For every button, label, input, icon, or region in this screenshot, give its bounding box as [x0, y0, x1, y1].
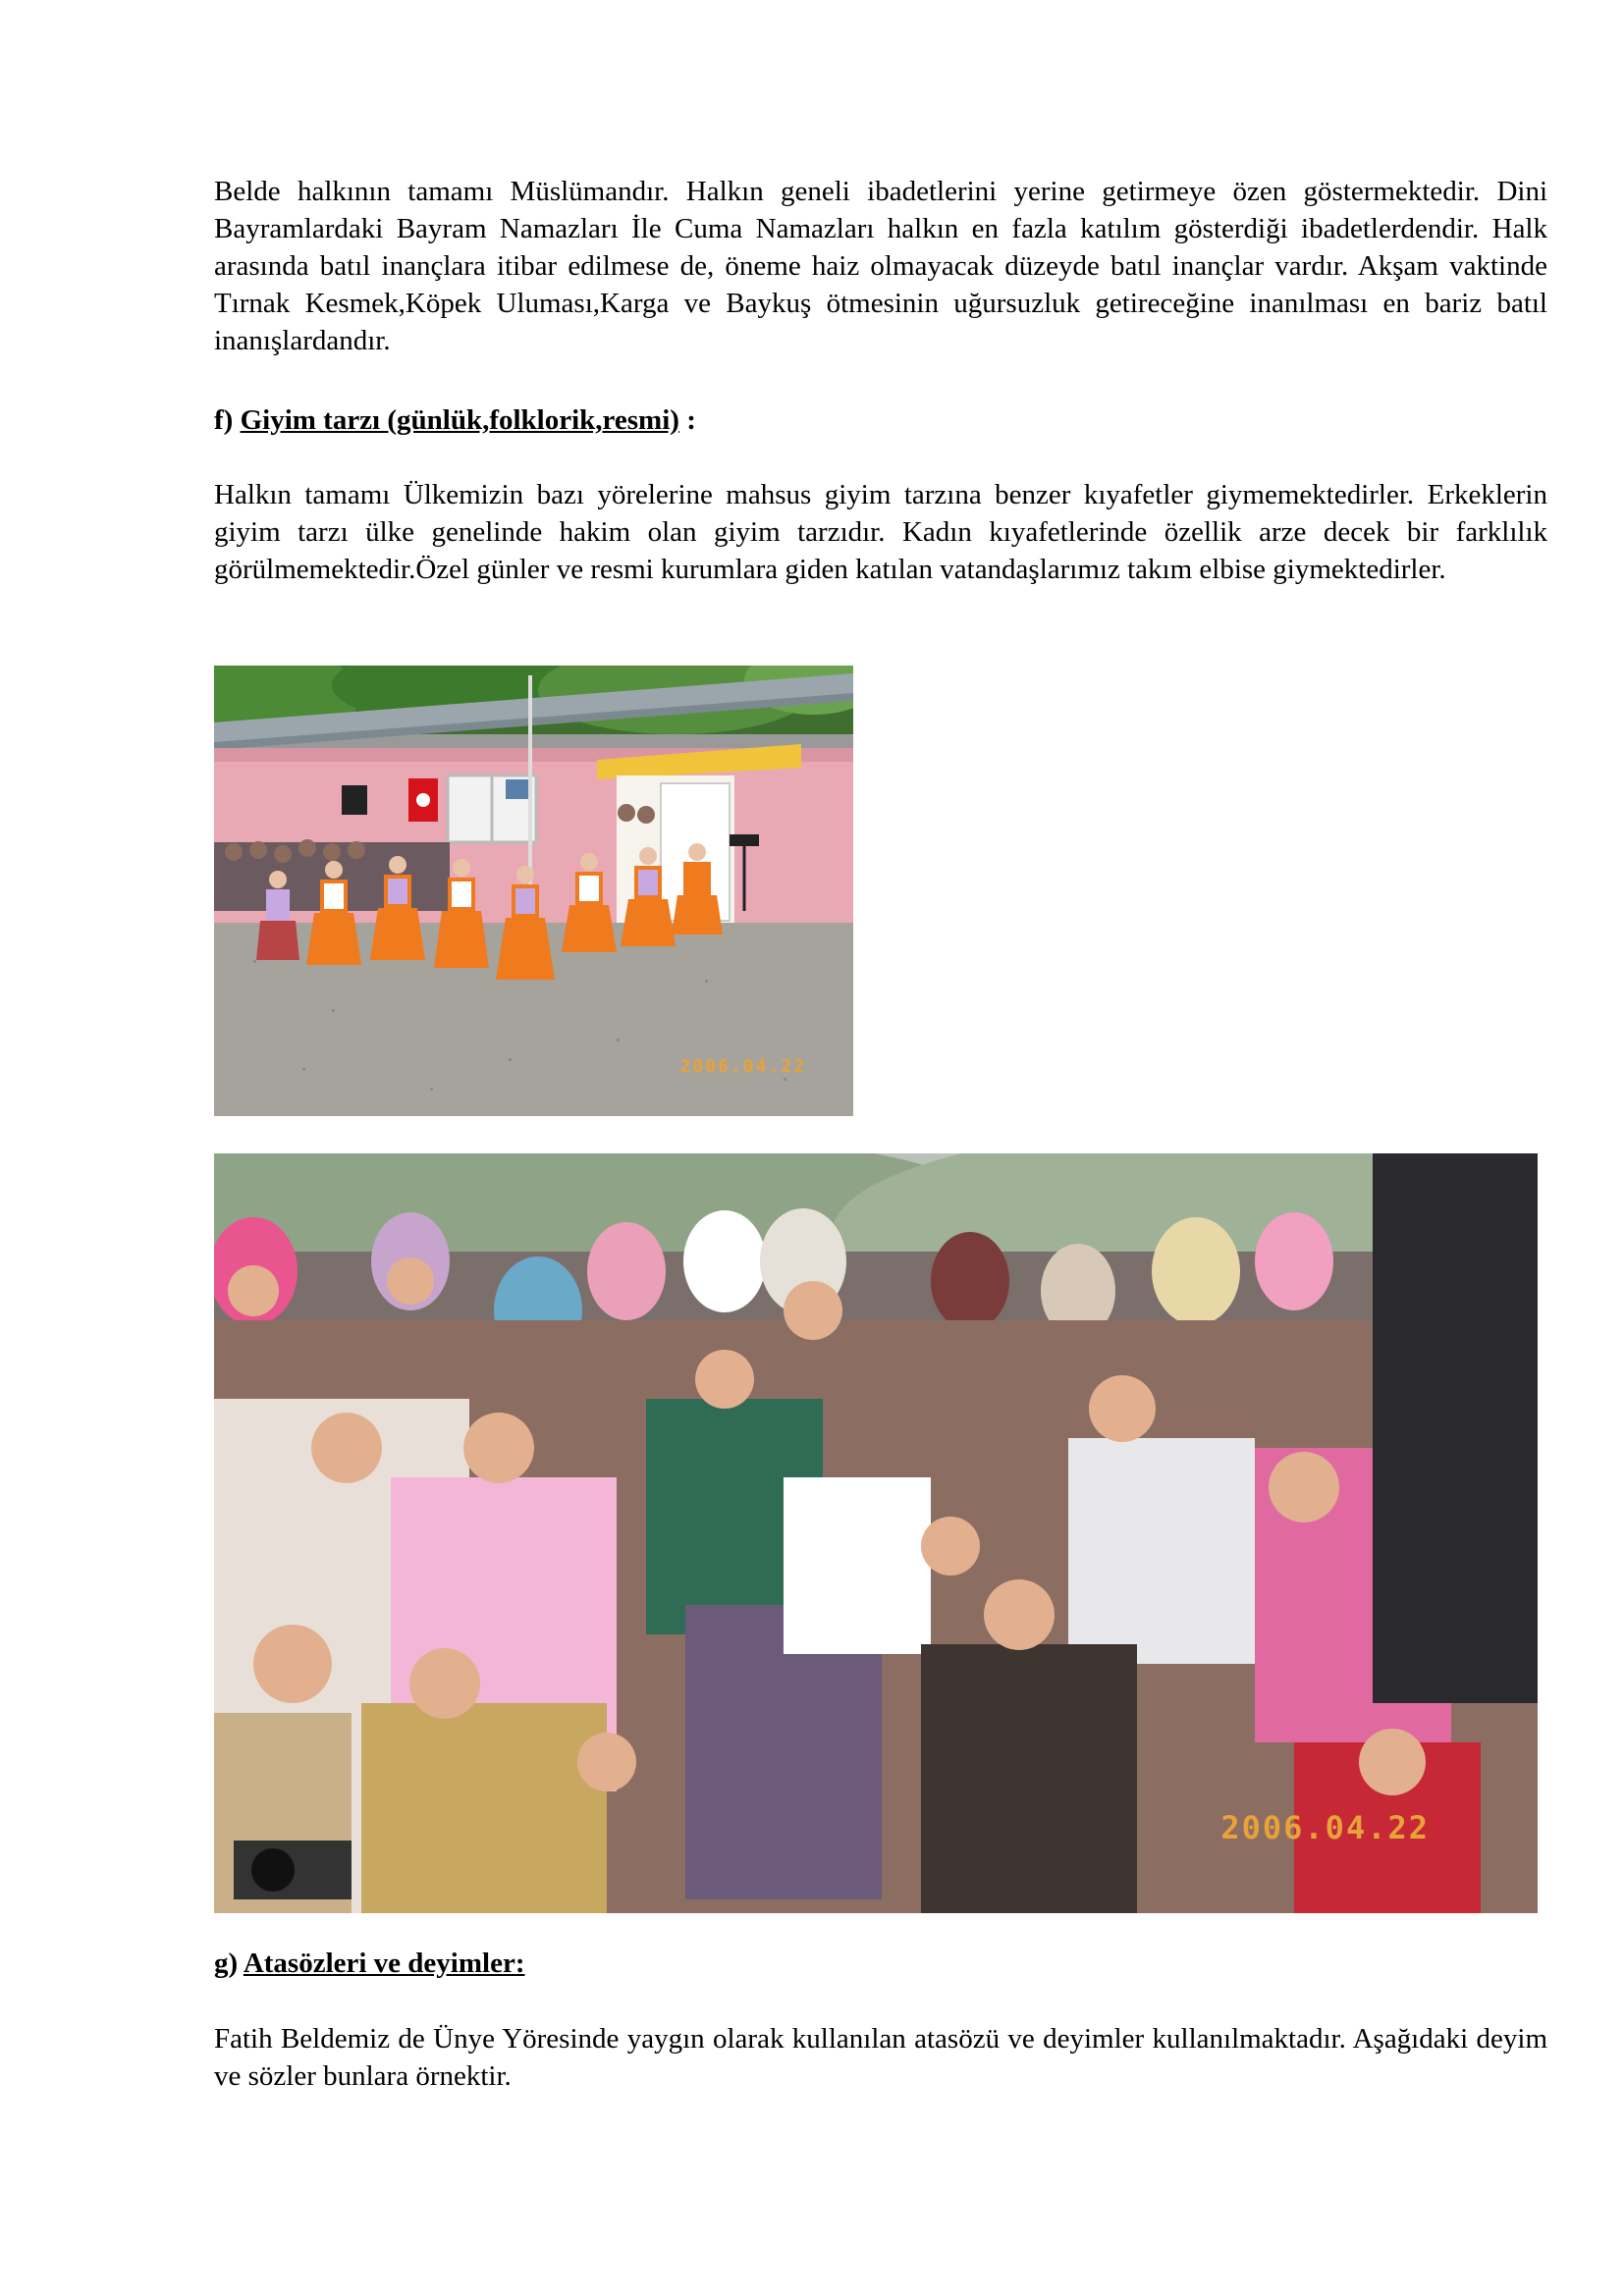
- dance-photo-date-stamp: 2006.04.22: [679, 1056, 806, 1077]
- crowd-photo-date-stamp: 2006.04.22: [1220, 1809, 1430, 1846]
- heading-proverbs: [214, 1945, 524, 1982]
- paragraph-proverbs: Fatih Beldemiz de Ünye Yöresinde yaygın olarak kullanılan atasözü ve deyimler kullanılmaktadır. Aşağıdaki deyim ve sözler bunlara örnektir.: [214, 2023, 1547, 2092]
- crowd-photo: [214, 1153, 1538, 1913]
- crowd-illustration: [214, 1153, 1538, 1913]
- heading-clothing-suffix: :: [678, 404, 696, 436]
- folk-dance-illustration: [214, 666, 853, 1116]
- heading-proverbs-title: Atasözleri ve deyimler:: [243, 1948, 525, 1979]
- paragraph-clothing: Halkın tamamı Ülkemizin bazı yörelerine mahsus giyim tarzına benzer kıyafetler giymemektedirler. Erkeklerin giyim tarzı ülke genelinde hakim olan giyim tarzıdır. Kadın kıyafetlerinde özellik arze decek bir farklılık görülmemektedir.Özel günler ve resmi kurumlara giden katılan vatandaşlarımız takım elbise giymektedirler.: [214, 479, 1547, 585]
- heading-clothing-title: Giyim tarzı (günlük,folklorik,resmi): [240, 404, 679, 436]
- folk-dance-photo: [214, 666, 853, 1116]
- heading-clothing: [214, 401, 696, 439]
- paragraph-religion: Belde halkının tamamı Müslümandır. Halkın geneli ibadetlerini yerine getirmeye özen göstermektedir. Dini Bayramlardaki Bayram Namazları İle Cuma Namazları halkın en fazla katılım gösterdiği ibadetlerdendir. Halk arasında batıl inançlara itibar edilmese de, öneme haiz olmayacak düzeyde batıl inançlar vardır. Akşam vaktinde Tırnak Kesmek,Köpek Uluması,Karga ve Baykuş ötmesinin uğursuzluk getireceğine inanılması en bariz batıl inanışlardandır.: [214, 176, 1547, 356]
- heading-proverbs-prefix: g): [214, 1948, 244, 1979]
- heading-clothing-prefix: f): [214, 404, 241, 436]
